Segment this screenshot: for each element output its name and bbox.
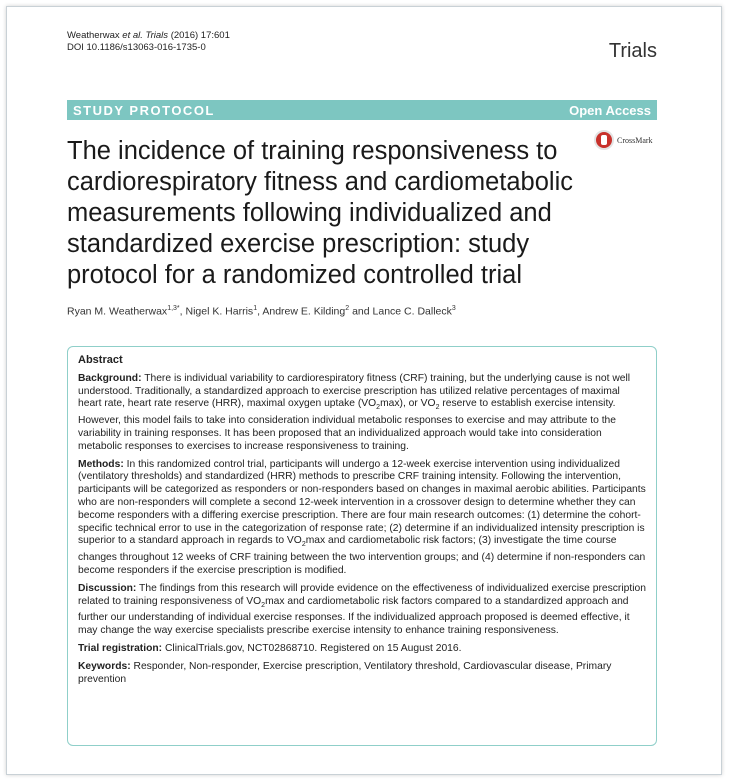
author-affiliation: 2: [345, 305, 350, 312]
abstract-heading: Abstract: [78, 354, 123, 366]
background-text: reserve to establish exercise intensity. However, this model fails to take into consideration individual metabolic responses to exercise and may attribute to the variability in training responses. It has been proposed that an individualized approach would take into consideration metabolic responses to exercises to increase responsiveness to training.: [78, 398, 617, 452]
author-list: [67, 305, 456, 318]
methods-text: max and cardiometabolic risk factors; (3) investigate the time course changes throughout 12 weeks of CRF training between the two intervention groups; and (4) determine if non-responders can become responders if the exercise prescription is modified.: [78, 535, 646, 577]
author-separator: ,: [257, 305, 263, 318]
crossmark-label: CrossMark: [617, 135, 653, 145]
abstract-trial-registration: [78, 643, 646, 656]
abstract-discussion: [78, 583, 646, 638]
subscript: 2: [301, 541, 306, 549]
article-type-banner: [67, 100, 657, 120]
author-affiliation: 1,3*: [167, 305, 180, 312]
background-text: There is individual variability to cardiorespiratory fitness (CRF) training, but the underlying cause is not well understood. Traditionally, a standardized approach to exercise prescription has utilized relative percentages of maximal heart rate, heart rate reserve (HRR), maximal oxygen uptake (VO: [78, 372, 631, 410]
abstract-keywords: [78, 661, 646, 687]
keywords-text: Responder, Non-responder, Exercise prescription, Ventilatory threshold, Cardiovascular disease, Primary prevention: [78, 660, 612, 685]
author-name[interactable]: Nigel K. Harris: [185, 305, 254, 318]
methods-text: In this randomized control trial, participants will undergo a 12-week exercise intervention using individualized (ventilatory thresholds) and standardized (HRR) methods to prescribe CRF training intensity. Following the intervention, participants will be categorized as responders or non-responders based on changes in maximal aerobic abilities. Participants who are non-responders will complete a second 12-week intervention in a crossover design to determine whether they can become responders with a differing exercise prescription. There are four main research outcomes: (1) determine the cohort-specific technical error to use in the categorization of response rate; (2) determine if an individualized intensity prescription is superior to a standard approach in regards to VO: [78, 458, 646, 547]
crossmark-badge[interactable]: [594, 130, 653, 150]
abstract-background: [78, 373, 646, 454]
journal-name: Trials: [608, 40, 657, 62]
open-access-label[interactable]: Open Access: [569, 102, 651, 118]
article-type-label: STUDY PROTOCOL: [73, 102, 215, 118]
subscript: 2: [376, 404, 381, 412]
keywords-label: Keywords:: [78, 660, 131, 672]
citation-header: [67, 30, 230, 54]
citation-doi[interactable]: DOI 10.1186/s13063-016-1735-0: [67, 42, 206, 53]
methods-label: Methods:: [78, 458, 124, 470]
article-title: The incidence of training responsiveness to cardiorespiratory fitness and cardiometabolic measurements following individualized and standardized exercise prescription: study protocol for a randomized controlled trial: [67, 137, 573, 289]
author-affiliation: 1: [253, 305, 258, 312]
author-name[interactable]: Andrew E. Kilding: [262, 305, 346, 318]
background-label: Background:: [78, 372, 142, 384]
discussion-label: Discussion:: [78, 582, 137, 594]
citation-journal: Trials: [145, 30, 169, 41]
subscript: 2: [261, 601, 266, 609]
citation-etal: et al.: [122, 30, 143, 41]
background-text: max), or VO: [380, 398, 436, 410]
author-affiliation: 3: [451, 305, 456, 312]
trial-registration-text[interactable]: ClinicalTrials.gov, NCT02868710. Registered on 15 August 2016.: [162, 643, 462, 655]
discussion-text: max and cardiometabolic risk factors compared to a standardized approach and further our understanding of individual exercise responses. If the individualized approach proposed is deemed effective, it may change the way exercise specialists prescribe exercise intensity to enhance training responsiveness.: [78, 595, 630, 637]
author-name[interactable]: Ryan M. Weatherwax: [67, 305, 168, 318]
citation-year-volume: (2016) 17:601: [170, 30, 230, 41]
trial-registration-label: Trial registration:: [78, 643, 163, 655]
author-name[interactable]: Lance C. Dalleck: [372, 305, 452, 318]
abstract-methods: [78, 459, 646, 578]
subscript: 2: [435, 404, 440, 412]
crossmark-icon: [594, 130, 614, 150]
citation-authors: Weatherwax: [67, 30, 120, 41]
author-separator: ,: [179, 305, 186, 318]
discussion-text: The findings from this research will provide evidence on the effectiveness of individualized exercise prescription related to training responsiveness of VO: [78, 582, 646, 607]
author-separator: and: [349, 305, 373, 318]
abstract-box: [67, 346, 657, 746]
